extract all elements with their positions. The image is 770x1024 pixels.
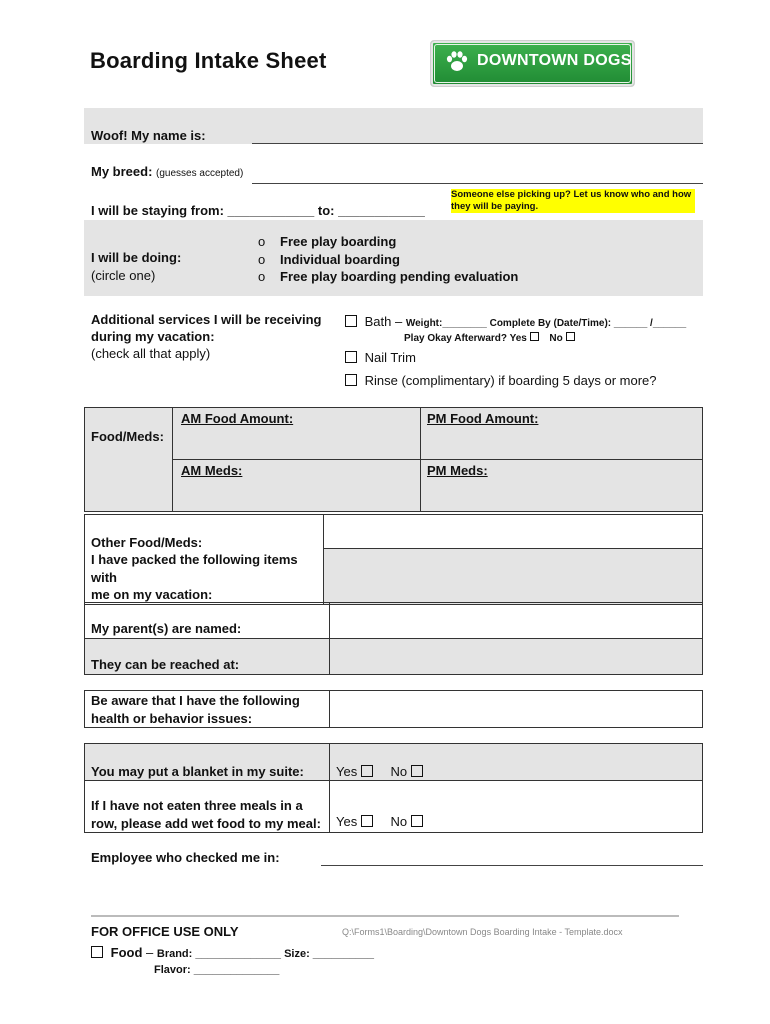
am-food-cell[interactable]: AM Food Amount: — [173, 408, 421, 460]
doing-label: I will be doing: — [91, 250, 182, 265]
play-okay-yes-checkbox[interactable] — [530, 332, 539, 341]
doing-option[interactable]: o Free play boarding pending evaluation — [258, 269, 519, 284]
food-meds-label: Food/Meds: — [91, 429, 164, 444]
office-brand-field[interactable]: Brand: ______________ Size: __________ — [156, 948, 374, 960]
name-label: Woof! My name is: — [91, 128, 206, 143]
logo-text: DOWNTOWN DOGS — [477, 52, 632, 69]
am-meds-cell[interactable]: AM Meds: — [173, 460, 421, 512]
office-flavor-field[interactable]: Flavor: ______________ — [154, 964, 280, 976]
reached-label: They can be reached at: — [85, 639, 330, 675]
doing-option[interactable]: o Free play boarding — [258, 234, 397, 249]
food-meds-cell — [85, 408, 173, 512]
pickup-note: Someone else picking up? Let us know who and how they will be paying. — [451, 189, 695, 213]
parents-field[interactable] — [330, 603, 703, 639]
nail-trim-label: Nail Trim — [364, 350, 416, 365]
health-field[interactable] — [330, 691, 703, 728]
nail-trim-checkbox[interactable] — [345, 351, 357, 363]
page-title: Boarding Intake Sheet — [90, 48, 327, 73]
blanket-yes-checkbox[interactable] — [361, 765, 373, 777]
packed-field[interactable] — [324, 549, 703, 605]
services-label: Additional services I will be receiving — [91, 312, 322, 327]
bath-checkbox[interactable] — [345, 315, 357, 327]
bath-detail[interactable]: Weight:________ Complete By (Date/Time): ______ /______ — [405, 318, 687, 329]
office-food-checkbox[interactable] — [91, 946, 103, 958]
doing-option[interactable]: o Individual boarding — [258, 251, 400, 267]
downtown-dogs-logo — [430, 40, 635, 87]
office-food-label: Food — [110, 945, 143, 960]
parents-label: My parent(s) are named: — [85, 603, 330, 639]
reached-field[interactable] — [330, 639, 703, 675]
services-label: during my vacation: — [91, 329, 215, 344]
health-label: Be aware that I have the following — [91, 693, 300, 708]
packed-table: Other Food/Meds: I have packed the following items with me on my vacation: — [84, 514, 703, 605]
play-okay-no-checkbox[interactable] — [566, 332, 575, 341]
blanket-no-checkbox[interactable] — [411, 765, 423, 777]
health-table: Be aware that I have the following health or behavior issues: — [84, 690, 703, 728]
parents-table — [84, 602, 703, 675]
employee-field[interactable] — [321, 865, 703, 866]
other-food-field[interactable] — [324, 515, 703, 549]
pm-meds-cell[interactable]: PM Meds: — [421, 460, 703, 512]
paw-icon — [443, 48, 471, 76]
employee-label: Employee who checked me in: — [91, 850, 280, 865]
breed-label: My breed: — [91, 164, 153, 179]
packed-label: I have packed the following items with — [91, 552, 298, 585]
blanket-options: Yes No — [330, 744, 703, 781]
services-hint: (check all that apply) — [91, 346, 211, 361]
doing-options — [258, 233, 518, 286]
rinse-label: Rinse (complimentary) if boarding 5 days or more? — [364, 373, 657, 388]
preferences-table: You may put a blanket in my suite: Yes No If I have not eaten three meals in a row, please add wet food to my meal: Yes No — [84, 743, 703, 833]
play-okay-label: Play Okay Afterward? Yes — [404, 333, 527, 344]
meals-no-checkbox[interactable] — [411, 815, 423, 827]
bath-label: Bath — [364, 314, 392, 329]
doing-hint: (circle one) — [91, 268, 156, 283]
rinse-checkbox[interactable] — [345, 374, 357, 386]
pm-food-cell[interactable]: PM Food Amount: — [421, 408, 703, 460]
breed-field[interactable] — [252, 183, 703, 184]
blanket-label: You may put a blanket in my suite: — [85, 744, 330, 781]
meals-options: Yes No — [330, 781, 703, 833]
office-divider — [91, 915, 679, 917]
meals-yes-checkbox[interactable] — [361, 815, 373, 827]
other-food-label: Other Food/Meds: — [91, 534, 203, 550]
breed-hint: (guesses accepted) — [156, 168, 244, 179]
office-use-heading: FOR OFFICE USE ONLY — [91, 924, 239, 939]
name-field[interactable] — [252, 143, 703, 144]
food-table — [84, 407, 703, 512]
meals-label: If I have not eaten three meals in a — [91, 798, 303, 813]
file-path: Q:\Forms1\Boarding\Downtown Dogs Boarding Intake - Template.docx — [342, 927, 623, 937]
staying-label[interactable]: I will be staying from: ____________ to: ____________ — [91, 203, 425, 218]
